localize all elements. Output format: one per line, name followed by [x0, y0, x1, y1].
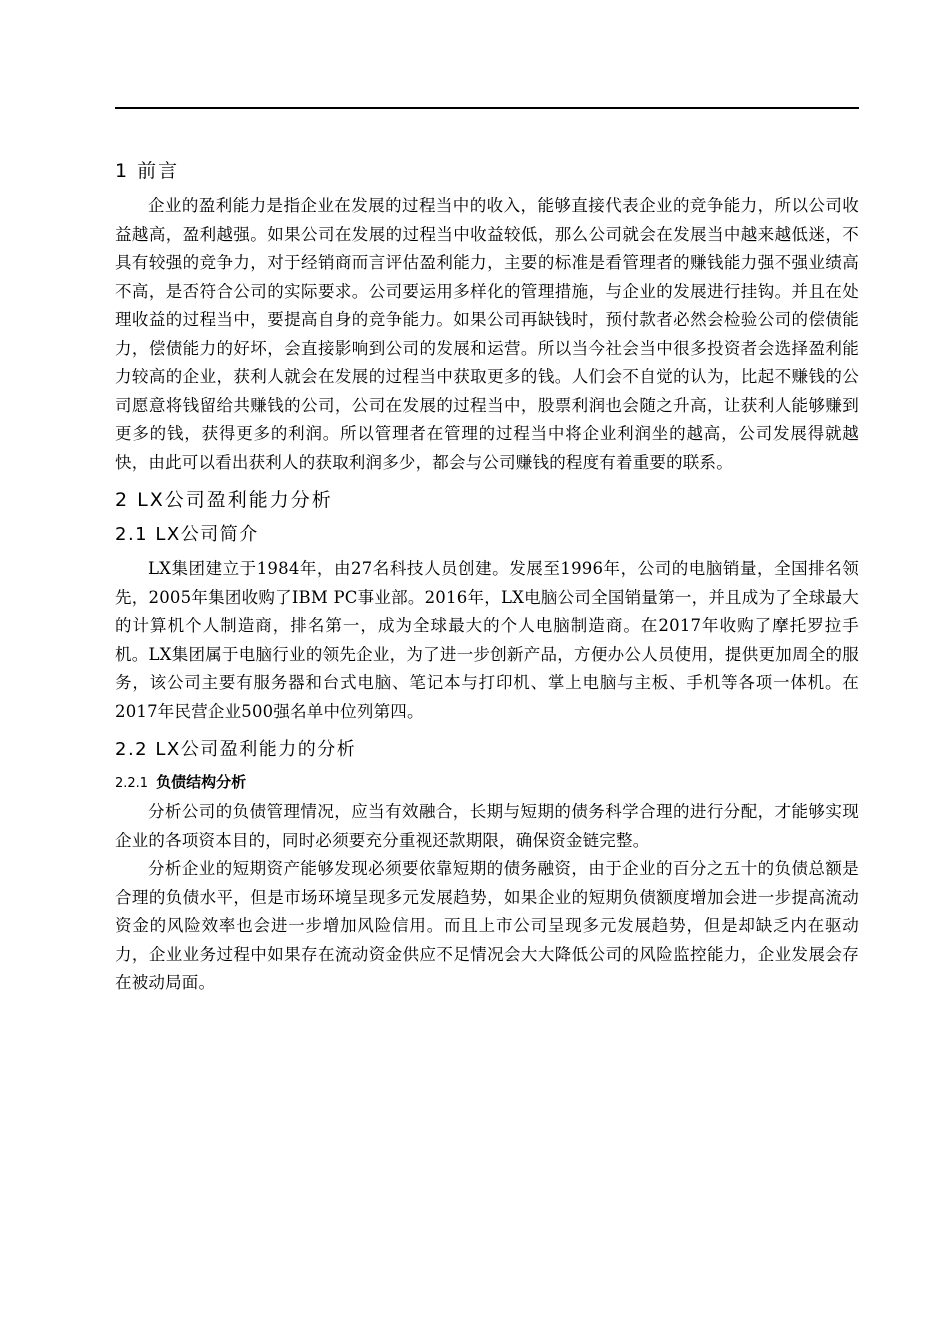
section-2-2-1-paragraph-2: 分析企业的短期资产能够发现必须要依靠短期的债务融资，由于企业的百分之五十的负债总额是合理的负债水平，但是市场环境呈现多元发展趋势，如果企业的短期负债额度增加会进一步提高流动资金的风险效率也会进一步增加风险信用。而且上市公司呈现多元发展趋势，但是却缺乏内在驱动力，企业业务过程中如果存在流动资金供应不足情况会大大降低公司的风险监控能力，企业发展会存在被动局面。	[115, 859, 859, 992]
section-2-heading: 2 LX公司盈利能力分析	[115, 489, 333, 511]
section-2-2-1-number: 2.2.1	[115, 776, 149, 791]
section-2-1-heading: 2.1 LX公司简介	[115, 524, 259, 545]
section-2-2-1-title: 负债结构分析	[156, 773, 247, 791]
section-2-2-heading: 2.2 LX公司盈利能力的分析	[115, 739, 357, 760]
header-rule	[115, 107, 859, 109]
document-body	[115, 156, 859, 998]
section-2-1-paragraph: LX集团建立于1984年，由27名科技人员创建。发展至1996年，公司的电脑销量，全国排名领先，2005年集团收购了IBM PC事业部。2016年，LX电脑公司全国销量第一，并且成为了全球最大的计算机个人制造商，排名第一，成为全球最大的个人电脑制造商。在2017年收购了摩托罗拉手机。LX集团属于电脑行业的领先企业，为了进一步创新产品，方便办公人员使用，提供更加周全的服务，该公司主要有服务器和台式电脑、笔记本与打印机、掌上电脑与主板、手机等各项一体机。在2017年民营企业500强名单中位列第四。	[115, 559, 859, 721]
section-1-paragraph: 企业的盈利能力是指企业在发展的过程当中的收入，能够直接代表企业的竞争能力，所以公司收益越高，盈利越强。如果公司在发展的过程当中收益较低，那么公司就会在发展当中越来越低迷，不具有较强的竞争力，对于经销商而言评估盈利能力，主要的标准是看管理者的赚钱能力强不强业绩高不高，是否符合公司的实际要求。公司要运用多样化的管理措施，与企业的发展进行挂钩。并且在处理收益的过程当中，要提高自身的竞争能力。如果公司再缺钱时，预付款者必然会检验公司的偿债能力，偿债能力的好坏，会直接影响到公司的发展和运营。所以当今社会当中很多投资者会选择盈利能力较高的企业，获利人就会在发展的过程当中获取更多的钱。人们会不自觉的认为，比起不赚钱的公司愿意将钱留给共赚钱的公司，公司在发展的过程当中，股票利润也会随之升高，让获利人能够赚到更多的钱，获得更多的利润。所以管理者在管理的过程当中将企业利润坐的越高，公司发展得就越快，由此可以看出获利人的获取利润多少，都会与公司赚钱的程度有着重要的联系。	[115, 196, 859, 472]
section-2-2-1-heading	[115, 770, 859, 796]
section-1-heading: 1 前言	[115, 160, 180, 182]
section-2-2-1-paragraph-1: 分析公司的负债管理情况，应当有效融合，长期与短期的债务科学合理的进行分配，才能够实现企业的各项资本目的，同时必须要充分重视还款期限，确保资金链完整。	[115, 802, 859, 850]
